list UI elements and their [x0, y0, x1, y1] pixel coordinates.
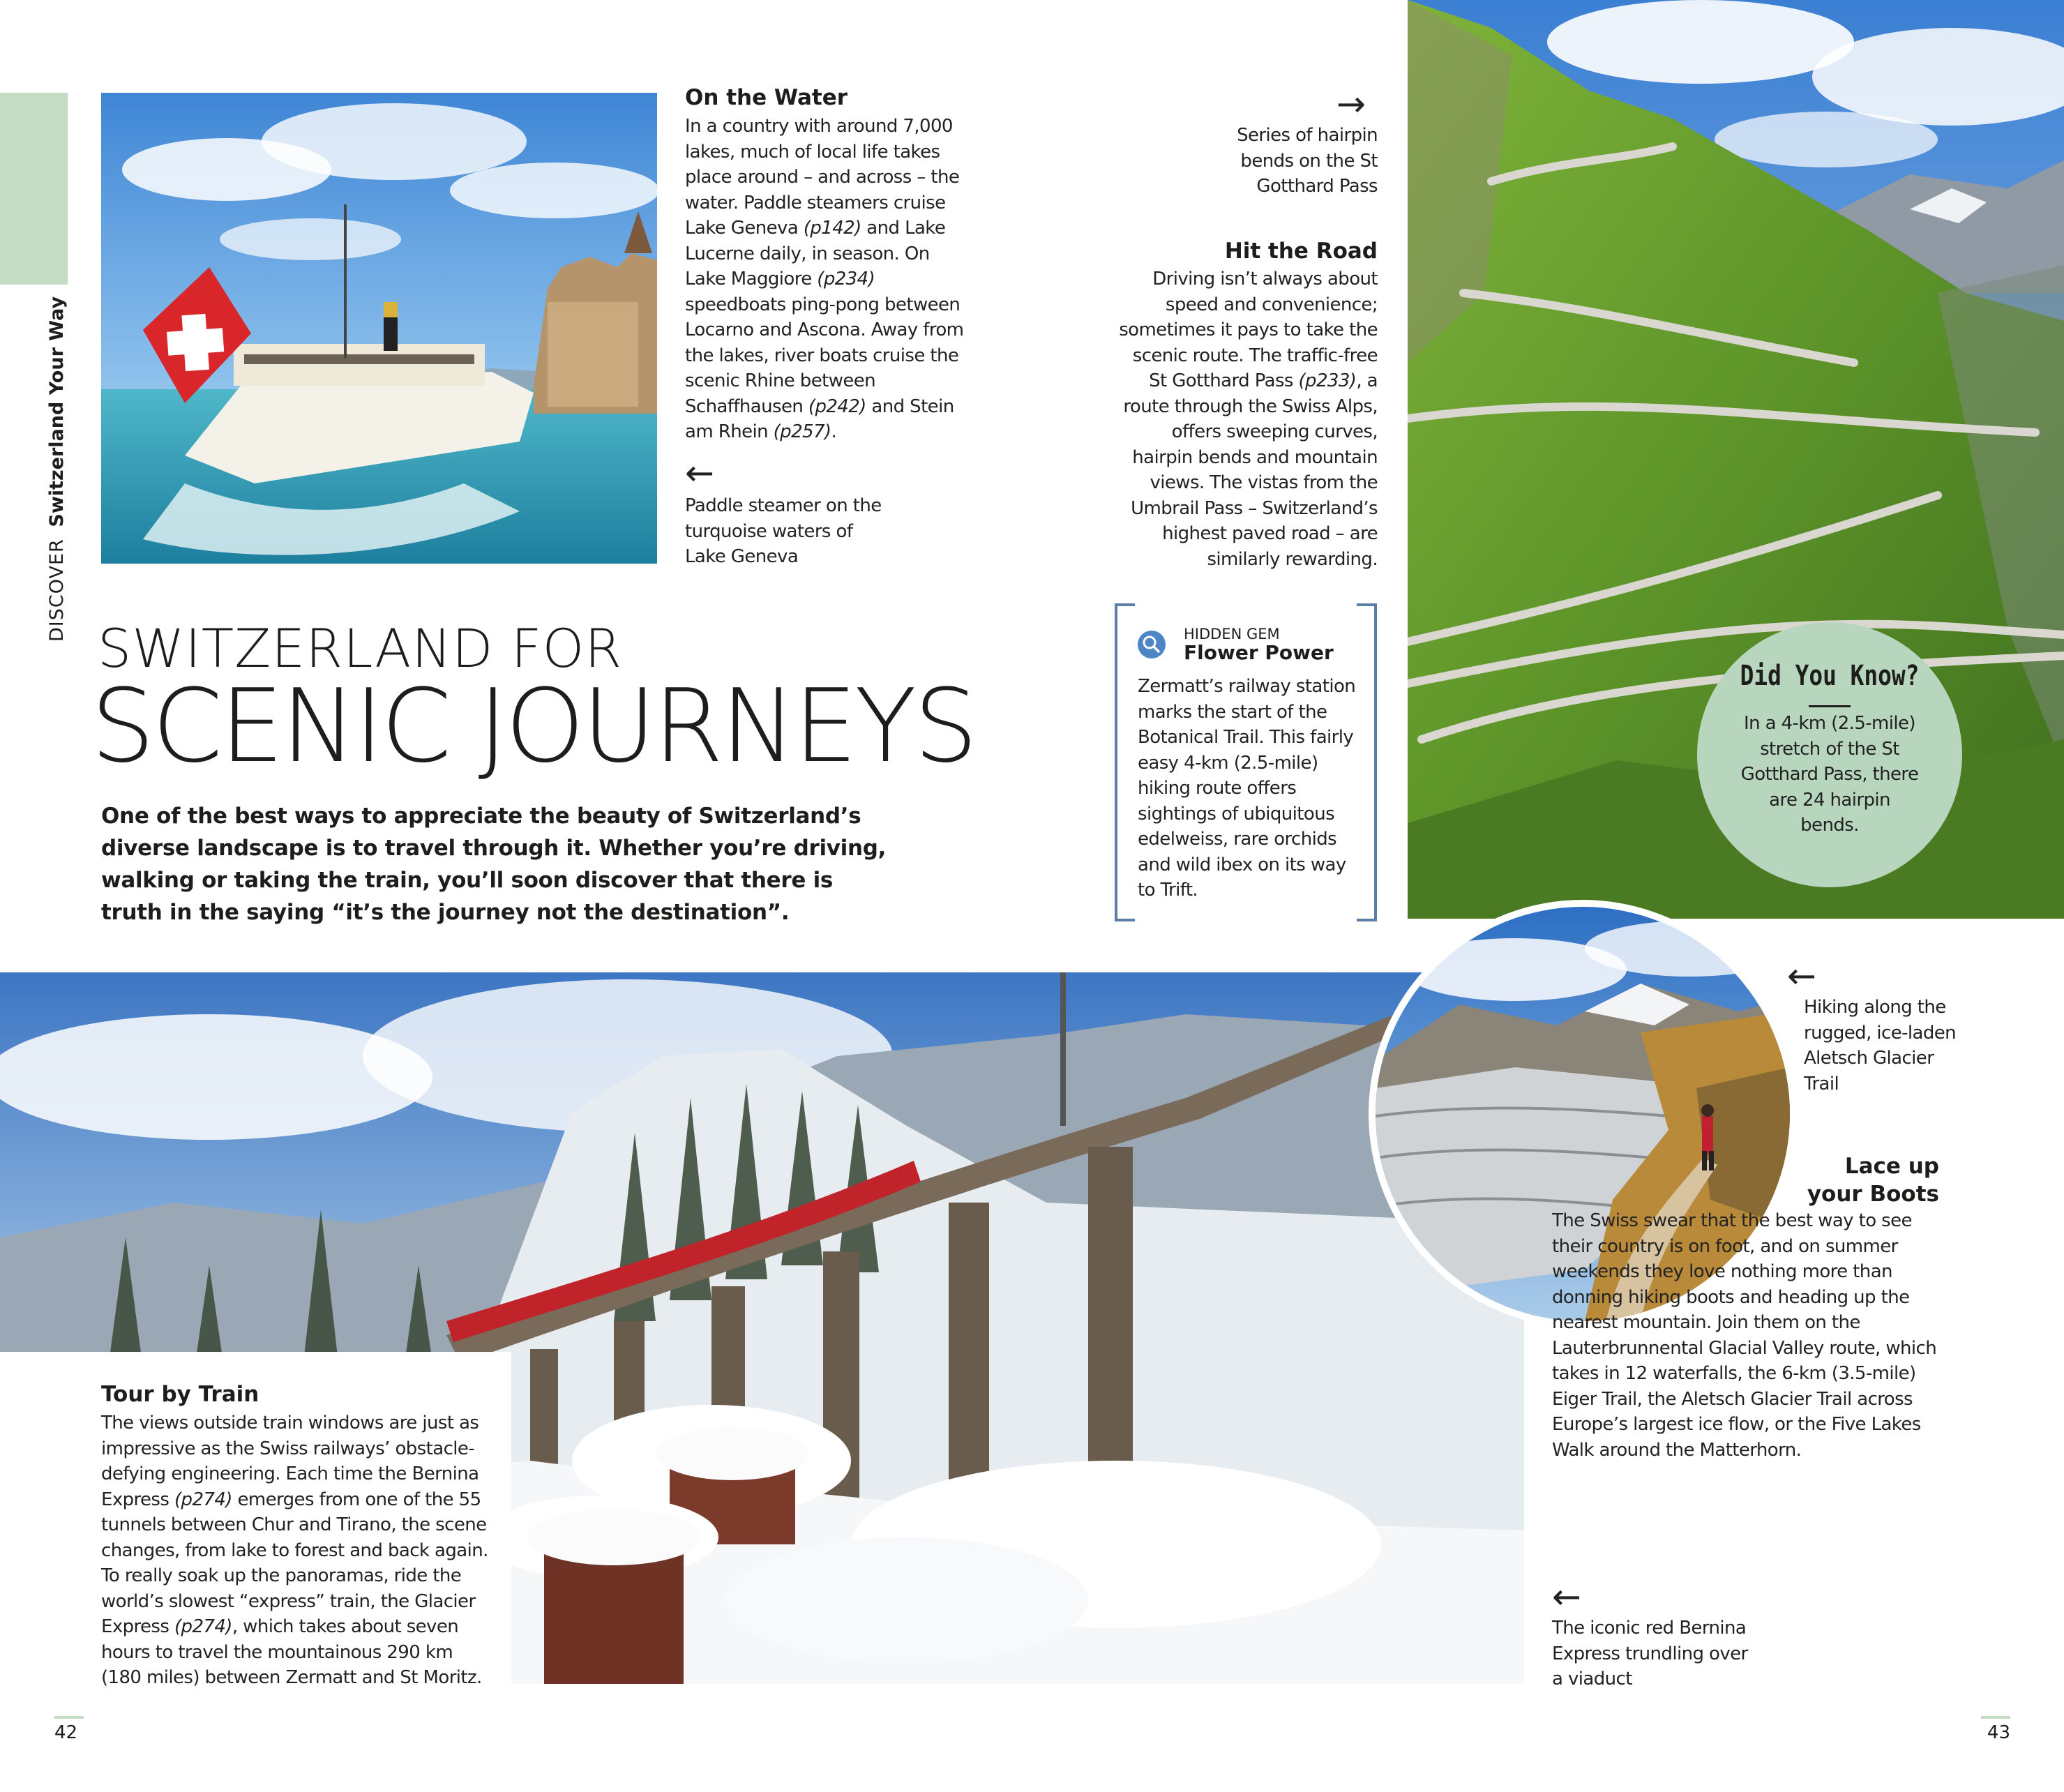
tour-by-train-text-2: emerges from one of the 55 tunnels between Chur and Tirano, the scene changes, from lake to forest and back again. To really soak up the panoramas, ride the world’s slowest “express” train, the Glacier Express — [101, 1489, 488, 1637]
hit-the-road-text-1: Driving isn’t always about speed and convenience; sometimes it pays to take the scenic route. The traffic-free St Gotthard Pass — [1119, 269, 1378, 391]
tour-by-train-text-3: , which takes about seven hours to travel the mountainous 290 km (180 miles) between Zermatt and St Moritz. — [101, 1616, 482, 1688]
arrow-right-icon: → — [1336, 84, 1366, 124]
caption-train: The iconic red Bernina Express trundling over a viaduct — [1552, 1618, 1748, 1689]
page-title-line2: SCENIC JOURNEYS — [91, 668, 975, 785]
hidden-gem-text: Zermatt’s railway station marks the start of the Botanical Trail. This fairly easy 4-km (2.5-mile) hiking route offers sightings of ubiquitous edelweiss, rare orchids and wild ibex on its way to Trift. — [1138, 676, 1356, 901]
did-you-know-title: Did You Know? — [1740, 660, 1920, 692]
tour-by-train-heading: Tour by Train — [101, 1382, 259, 1407]
running-head-title: Switzerland Your Way — [46, 296, 68, 527]
caption-hiking — [1804, 995, 1957, 1097]
page-ref-lake-geneva: (p142) — [803, 218, 861, 239]
page-ref-glacier-express: (p274) — [174, 1616, 232, 1637]
page-number-left: 42 — [54, 1722, 78, 1743]
folio-rule-right — [1981, 1716, 2010, 1719]
page-number-right: 43 — [1987, 1722, 2010, 1743]
on-the-water-text-2: and Lake Lucerne daily, in season. On Lake Maggiore — [685, 218, 946, 289]
running-head — [46, 296, 68, 642]
on-the-water-text-3: speedboats ping-pong between Locarno and Ascona. Away from the lakes, river boats cruise the scenic Rhine between Schaffhausen — [685, 294, 964, 417]
lace-up-text: The Swiss swear that the best way to see their country is on foot, and on summer weekends they love nothing more than donning hiking boots and heading up the nearest mountain. Join them on the Lauterbrunnental Glacial Valley route, which takes in 12 waterfalls, the 6-km (3.5-mile) Eiger Trail, the Aletsch Glacier Trail across Europe’s largest ice flow, or the Five Lakes Walk around the Matterhorn. — [1552, 1210, 1937, 1461]
hidden-gem-box — [1114, 603, 1378, 922]
tour-by-train-text — [101, 1410, 492, 1691]
did-you-know-divider — [1809, 705, 1851, 707]
hit-the-road-text — [1116, 266, 1378, 572]
tour-by-train-text-1: The views outside train windows are just as impressive as the Swiss railways’ obstacle-defying engineering. Each time the Bernina Express — [101, 1413, 479, 1510]
hit-the-road-text-2: , a route through the Swiss Alps, offers sweeping curves, hairpin bends and mountain views. The vistas from the Umbrail Pass – Switzerland’s highest paved road – are similarly rewarding. — [1123, 370, 1378, 570]
hidden-gem-label: HIDDEN GEM — [1184, 626, 1280, 642]
arrow-left-icon-train: ← — [1552, 1576, 1581, 1617]
on-the-water-text-1: In a country with around 7,000 lakes, much of local life takes place around – and across – the water. Paddle steamers cruise Lake Geneva — [685, 116, 960, 239]
running-head-section: DISCOVER — [46, 539, 68, 642]
caption-hiking-text: Hiking along the rugged, ice-laden Aletsch Glacier Trail — [1804, 997, 1957, 1094]
intro-text: One of the best ways to appreciate the beauty of Switzerland’s diverse landscape is to travel through it. Whether you’re driving, walking or taking the train, you’ll soon discover that there is truth in the saying “it’s the journey not the destination”. — [101, 804, 887, 925]
on-the-water-text — [685, 114, 964, 445]
on-the-water-heading: On the Water — [685, 85, 848, 110]
on-the-water-text-4: and Stein am Rhein — [685, 396, 954, 442]
lace-up-heading: Lace up your Boots — [1807, 1154, 1939, 1207]
arrow-left-icon-hiking: ← — [1787, 956, 1816, 996]
page-ref-st-gotthard: (p233) — [1298, 370, 1357, 391]
page-ref-lake-maggiore: (p234) — [817, 269, 875, 289]
hidden-gem-title: Flower Power — [1184, 641, 1334, 664]
page-ref-stein-am-rhein: (p257) — [773, 421, 831, 442]
page-title-line1: SWITZERLAND FOR — [98, 617, 623, 679]
did-you-know-text: In a 4-km (2.5-mile) stretch of the St Gotthard Pass, there are 24 hairpin bends. — [1740, 713, 1919, 836]
page-ref-bernina-express: (p274) — [174, 1489, 232, 1510]
magnifier-icon — [1138, 631, 1166, 658]
caption-hairpin: Series of hairpin bends on the St Gotthard Pass — [1237, 125, 1378, 197]
did-you-know-circle — [1697, 622, 1962, 887]
hit-the-road-heading: Hit the Road — [1224, 239, 1378, 264]
arrow-left-icon: ← — [685, 453, 714, 493]
page-ref-schaffhausen: (p242) — [808, 396, 866, 417]
caption-steamer: Paddle steamer on the turquoise waters of Lake Geneva — [685, 495, 882, 567]
on-the-water-text-5: . — [831, 421, 837, 442]
photo-paddle-steamer — [101, 93, 657, 564]
folio-rule-left — [54, 1716, 84, 1719]
section-tab-marker — [0, 93, 68, 285]
